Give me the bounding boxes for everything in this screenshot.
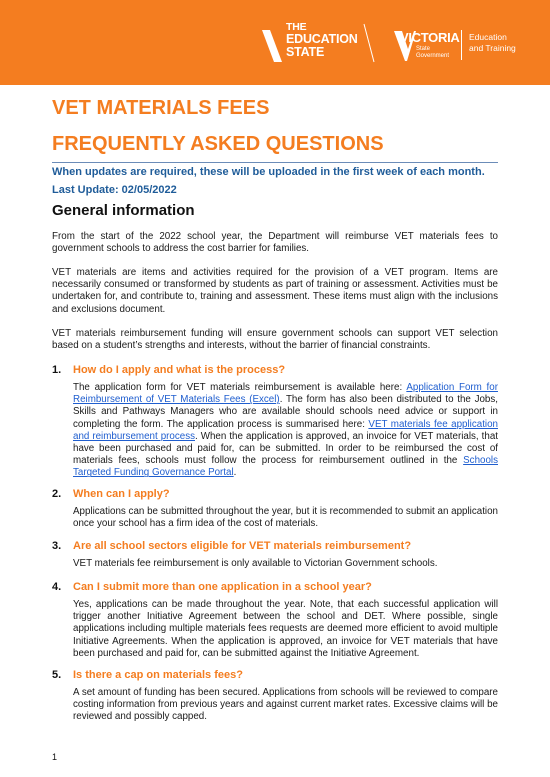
faq-2-number: 2. xyxy=(52,488,62,500)
intro-paragraph-2: VET materials are items and activities required for the provision of a VET program. Items are necessarily consumed or transformed by students as part of training or assessment. Activities must be undertaken for, and contribute to, training and assessment. These items must align with the inclusions and exclusions document. xyxy=(52,267,498,315)
faq-1-answer-part2: . The form has also been distributed to the Jobs, Skills and Pathways Managers who are available should schools need advice or support in completing the form. The application process is summarised here: xyxy=(73,394,498,430)
application-process-link[interactable]: VET materials fee application and reimbursement process xyxy=(73,418,498,442)
faq-1-answer-part1: The application form for VET materials reimbursement is available here: xyxy=(73,382,407,393)
edu-logo-line1: THE xyxy=(286,21,307,33)
dept-line1: Education xyxy=(469,32,507,42)
vic-sub-line2: Government xyxy=(416,52,450,59)
faq-3-question: Are all school sectors eligible for VET materials reimbursement? xyxy=(73,540,412,552)
edu-logo-line2: EDUCATION xyxy=(286,32,358,46)
faq-1-answer-part3: . When the application is approved, an invoice for VET materials, that have been purchased and paid for, can be submitted. In order to be reimbursed the cost of materials fees, schools must follow the process for reimbursement outlined in the xyxy=(73,430,498,467)
document-title-line1: VET MATERIALS FEES xyxy=(52,97,270,119)
application-form-link[interactable]: Application Form for Reimbursement of VET Materials Fees (Excel) xyxy=(73,382,498,406)
edu-logo-line3: STATE xyxy=(286,44,325,59)
intro-paragraph-3: VET materials reimbursement funding will ensure government schools can support VET selection based on a student’s strengths and interests, without the barrier of financial constraints. xyxy=(52,328,498,352)
faq-4-answer: Yes, applications can be made throughout the year. Note, that each successful application will trigger another Initiative Agreement between the school and DET. Where possible, single applications including multiple materials fees requests are deemed more efficient to avoid multiple Initiative Agreements. When the application is approved, an invoice for VET materials that have been purchased and paid for, can be submitted against the Initiative Agreement. xyxy=(73,599,498,659)
faq-1-answer-part4: . xyxy=(233,467,237,479)
section-heading: General information xyxy=(52,202,195,219)
logo-divider xyxy=(461,30,462,60)
document-title-line2: FREQUENTLY ASKED QUESTIONS xyxy=(52,133,384,155)
faq-2-answer: Applications can be submitted throughout the year, but it is recommended to submit an application once your school has a firm idea of the cost of materials. xyxy=(73,506,498,530)
victoria-government-logo xyxy=(394,30,539,64)
faq-4-number: 4. xyxy=(52,581,62,593)
faq-4-question: Can I submit more than one application in a school year? xyxy=(73,581,372,593)
page-number: 1 xyxy=(52,752,58,762)
faq-3-answer: VET materials fee reimbursement is only available to Victorian Government schools. xyxy=(73,558,438,569)
faq-2-question: When can I apply? xyxy=(73,488,170,500)
intro-paragraph-1: From the start of the 2022 school year, the Department will reimburse VET materials fees to government schools to address the cost barrier for families. xyxy=(52,231,498,255)
education-state-chevron-icon xyxy=(262,22,284,64)
faq-5-number: 5. xyxy=(52,669,62,681)
title-rule xyxy=(52,162,498,163)
logo-slash-icon xyxy=(362,22,376,64)
dept-line2: and Training xyxy=(469,42,516,53)
faq-5-question: Is there a cap on materials fees? xyxy=(73,669,243,681)
faq-1-number: 1. xyxy=(52,364,62,376)
faq-5-answer: A set amount of funding has been secured. Applications from schools will be reviewed to compare costing information from previous years and against current market rates. Excessive claims will be reviewed and possibly capped. xyxy=(73,687,498,723)
education-state-logo xyxy=(262,22,372,64)
victoria-wordmark: VICTORIA xyxy=(400,30,460,45)
faq-1-question: How do I apply and what is the process? xyxy=(73,364,286,376)
governance-portal-link[interactable]: Schools Targeted Funding Governance Portal xyxy=(73,455,498,479)
faq-1-answer xyxy=(73,382,498,480)
header-banner xyxy=(0,0,550,85)
update-notice: When updates are required, these will be uploaded in the first week of each month. xyxy=(52,166,485,178)
last-update: Last Update: 02/05/2022 xyxy=(52,184,177,196)
faq-3-number: 3. xyxy=(52,540,62,552)
vic-sub-line1: State xyxy=(416,46,431,52)
